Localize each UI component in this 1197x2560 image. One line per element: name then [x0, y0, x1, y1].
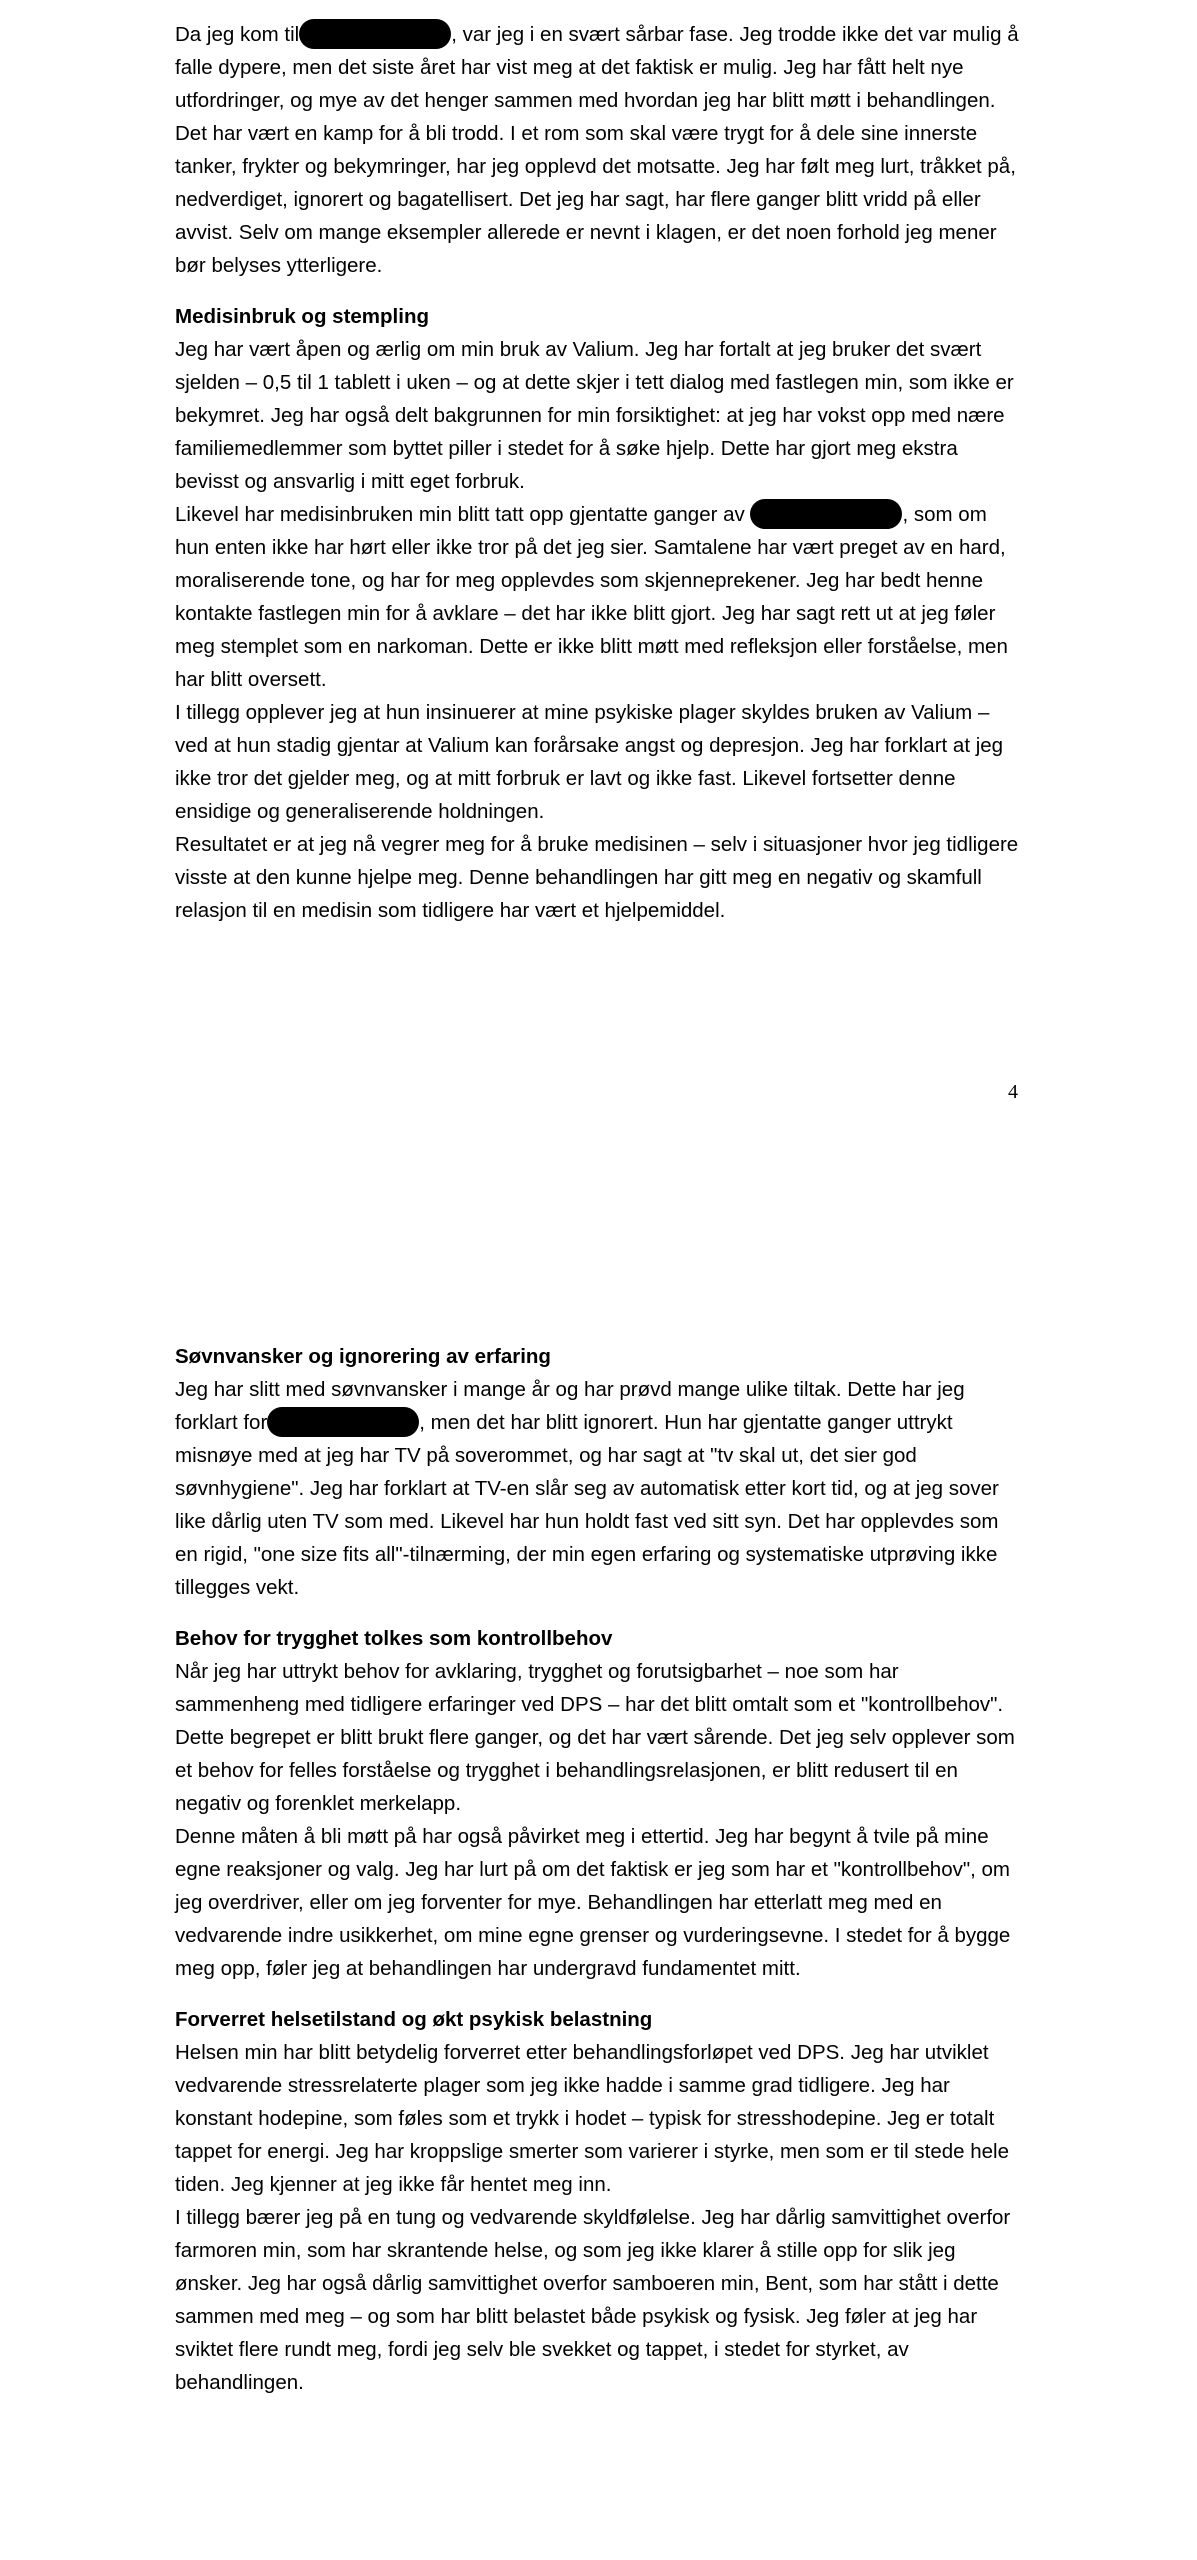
medisin-paragraph-3: I tillegg opplever jeg at hun insinuerer at mine psykiske plager skyldes bruken av Valium – ved at hun stadig gjentar at Valium kan forårsake angst og depresjon. Jeg har forklart at jeg ikke tror det gjelder meg, og at mitt forbruk er lavt og ikke fast. Likevel fortsetter denne ensidige og generaliserende holdningen. — [175, 701, 1004, 823]
intro-text-after-redaction: , var jeg i en svært sårbar fase. Jeg trodde ikke det var mulig å falle dypere, men det siste året har vist meg at det faktisk er mulig. Jeg har fått helt nye utfordringer, og mye av det henger sammen med hvordan jeg har blitt møtt i behandlingen. — [175, 23, 1019, 112]
sovn-text-before-redaction: Jeg har slitt med søvnvansker i mange år og har prøvd mange ulike tiltak. Dette har jeg forklart for — [175, 1378, 965, 1434]
section-heading-trygghet: Behov for trygghet tolkes som kontrollbehov — [175, 1627, 613, 1650]
section-sovnvansker — [175, 1340, 1025, 1604]
medisin-text-after-redaction: , som om hun enten ikke har hørt eller ikke tror på det jeg sier. Samtalene har vært preget av en hard, moraliserende tone, og har for meg opplevdes som skjenneprekener. Jeg har bedt henne kontakte fastlegen min for å avklare – det har ikke blitt gjort. Jeg har sagt rett ut at jeg føler meg stemplet som en narkoman. Dette er ikke blitt møtt med refleksjon eller forståelse, men har blitt oversett. — [175, 503, 1008, 691]
redaction-mark — [267, 1407, 419, 1437]
sovn-text-after-redaction: , men det har blitt ignorert. Hun har gjentatte ganger uttrykt misnøye med at jeg har TV på soverommet, og har sagt at "tv skal ut, det sier god søvnhygiene". Jeg har forklart at TV-en slår seg av automatisk etter kort tid, og at jeg sover like dårlig uten TV som med. Likevel har hun holdt fast ved sitt syn. Det har opplevdes som en rigid, "one size fits all"-tilnærming, der min egen erfaring og systematiske utprøving ikke tillegges vekt. — [175, 1411, 999, 1599]
trygghet-paragraph-2: Denne måten å bli møtt på har også påvirket meg i ettertid. Jeg har begynt å tvile på mine egne reaksjoner og valg. Jeg har lurt på om det faktisk er jeg som har et "kontrollbehov", om jeg overdriver, eller om jeg forventer for mye. Behandlingen har etterlatt meg med en vedvarende indre usikkerhet, om mine egne grenser og vurderingsevne. I stedet for å bygge meg opp, føler jeg at behandlingen har undergravd fundamentet mitt. — [175, 1825, 1011, 1980]
medisin-paragraph-2 — [175, 498, 1025, 696]
intro-paragraph-1 — [175, 18, 1025, 117]
medisin-paragraph-1: Jeg har vært åpen og ærlig om min bruk av Valium. Jeg har fortalt at jeg bruker det svært sjelden – 0,5 til 1 tablett i uken – og at dette skjer i tett dialog med fastlegen min, som ikke er bekymret. Jeg har også delt bakgrunnen for min forsiktighet: at jeg har vokst opp med nære familiemedlemmer som byttet piller i stedet for å søke hjelp. Dette har gjort meg ekstra bevisst og ansvarlig i mitt eget forbruk. — [175, 338, 1014, 493]
page-content — [175, 1340, 1025, 2399]
intro-text-before-redaction: Da jeg kom til — [175, 23, 300, 46]
helse-paragraph-1: Helsen min har blitt betydelig forverret etter behandlingsforløpet ved DPS. Jeg har utviklet vedvarende stressrelaterte plager som jeg ikke hadde i samme grad tidligere. Jeg har konstant hodepine, som føles som et trykk i hodet – typisk for stresshodepine. Jeg er totalt tappet for energi. Jeg har kroppslige smerter som varierer i styrke, men som er til stede hele tiden. Jeg kjenner at jeg ikke får hentet meg inn. — [175, 2041, 1010, 2196]
page-content — [175, 18, 1025, 927]
redaction-mark — [299, 19, 451, 49]
document-page-5 — [0, 1300, 1197, 2560]
medisin-paragraph-4: Resultatet er at jeg nå vegrer meg for å bruke medisinen – selv i situasjoner hvor jeg tidligere visste at den kunne hjelpe meg. Denne behandlingen har gitt meg en negativ og skamfull relasjon til en medisin som tidligere har vært et hjelpemiddel. — [175, 833, 1019, 922]
medisin-text-before-redaction: Likevel har medisinbruken min blitt tatt opp gjentatte ganger av — [175, 503, 745, 526]
page-number: 4 — [1008, 1081, 1018, 1103]
section-trygghet — [175, 1622, 1025, 1985]
sovn-paragraph-1 — [175, 1373, 1025, 1604]
section-helsetilstand — [175, 2003, 1025, 2399]
trygghet-paragraph-1: Når jeg har uttrykt behov for avklaring, trygghet og forutsigbarhet – noe som har sammenheng med tidligere erfaringer ved DPS – har det blitt omtalt som et "kontrollbehov". Dette begrepet er blitt brukt flere ganger, og det har vært sårende. Det jeg selv opplever som et behov for felles forståelse og trygghet i behandlingsrelasjonen, er blitt redusert til en negativ og forenklet merkelapp. — [175, 1660, 1015, 1815]
section-heading-helsetilstand: Forverret helsetilstand og økt psykisk belastning — [175, 2008, 653, 2031]
section-medisinbruk — [175, 300, 1025, 927]
helse-paragraph-2: I tillegg bærer jeg på en tung og vedvarende skyldfølelse. Jeg har dårlig samvittighet overfor farmoren min, som har skrantende helse, og som jeg ikke klarer å stille opp for slik jeg ønsker. Jeg har også dårlig samvittighet overfor samboeren min, Bent, som har stått i dette sammen med meg – og som har blitt belastet både psykisk og fysisk. Jeg føler at jeg har sviktet flere rundt meg, fordi jeg selv ble svekket og tappet, i stedet for styrket, av behandlingen. — [175, 2206, 1011, 2394]
redaction-mark — [750, 499, 902, 529]
intro-paragraph-2: Det har vært en kamp for å bli trodd. I et rom som skal være trygt for å dele sine innerste tanker, frykter og bekymringer, har jeg opplevd det motsatte. Jeg har følt meg lurt, tråkket på, nedverdiget, ignorert og bagatellisert. Det jeg har sagt, har flere ganger blitt vridd på eller avvist. Selv om mange eksempler allerede er nevnt i klagen, er det noen forhold jeg mener bør belyses ytterligere. — [175, 122, 1016, 277]
section-heading-sovnvansker: Søvnvansker og ignorering av erfaring — [175, 1345, 551, 1368]
section-heading-medisinbruk: Medisinbruk og stempling — [175, 305, 429, 328]
